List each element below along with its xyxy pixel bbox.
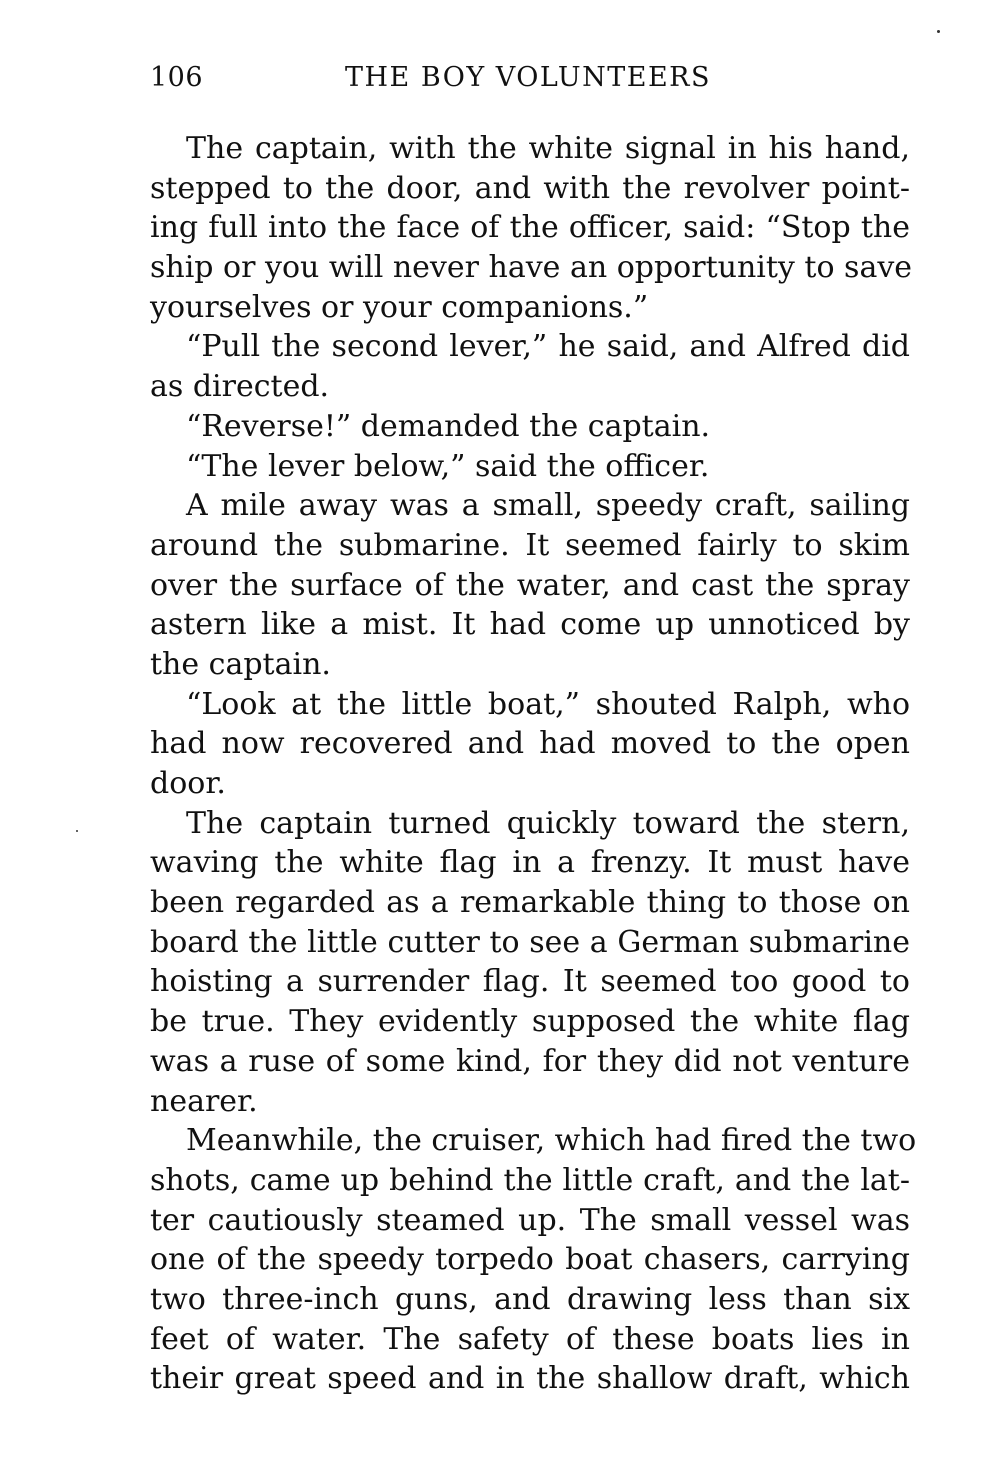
text-line: was a ruse of some kind, for they did not venture xyxy=(150,1043,910,1079)
text-line: one of the speedy torpedo boat chasers, carrying xyxy=(150,1242,910,1278)
running-title: THE BOY VOLUNTEERS xyxy=(345,62,711,93)
text-line: be true. They evidently supposed the white flag xyxy=(150,1004,910,1040)
page-number: 106 xyxy=(150,62,204,93)
text-line: ter cautiously steamed up. The small vessel was xyxy=(150,1202,910,1238)
text-line: the captain. xyxy=(150,646,331,682)
text-line: nearer. xyxy=(150,1083,258,1119)
print-speck xyxy=(76,830,78,832)
text-line: astern like a mist. It had come up unnoticed by xyxy=(150,607,910,643)
text-line: had now recovered and had moved to the open xyxy=(150,726,910,762)
text-line: “Reverse!” demanded the captain. xyxy=(186,408,711,444)
text-line: two three-inch guns, and drawing less than six xyxy=(150,1281,910,1317)
text-line: Meanwhile, the cruiser, which had fired the two xyxy=(186,1123,917,1159)
text-line: “Look at the little boat,” shouted Ralph, who xyxy=(186,686,910,722)
text-line: yourselves or your companions.” xyxy=(150,289,649,325)
text-line: as directed. xyxy=(150,369,330,405)
text-line: board the little cutter to see a German submarine xyxy=(150,924,910,960)
text-line: stepped to the door, and with the revolver point- xyxy=(150,170,910,206)
text-line: around the submarine. It seemed fairly to skim xyxy=(150,527,910,563)
body-text xyxy=(150,129,917,1399)
text-line: their great speed and in the shallow draft, which xyxy=(150,1361,910,1397)
text-line: feet of water. The safety of these boats lies in xyxy=(150,1321,910,1357)
text-line: ing full into the face of the officer, said: “Stop the xyxy=(150,210,910,246)
page-header xyxy=(150,62,910,102)
text-line: door. xyxy=(150,766,226,801)
text-line: shots, came up behind the little craft, and the lat- xyxy=(150,1162,910,1198)
text-line: waving the white flag in a frenzy. It must have xyxy=(150,845,910,881)
text-line: “The lever below,” said the officer. xyxy=(186,448,710,484)
print-speck xyxy=(937,30,940,33)
text-line: A mile away was a small, speedy craft, sailing xyxy=(186,488,910,524)
text-line: ship or you will never have an opportunity to save xyxy=(150,250,913,286)
text-line: over the surface of the water, and cast the spray xyxy=(150,567,910,603)
text-line: The captain, with the white signal in his hand, xyxy=(186,131,910,166)
text-line: The captain turned quickly toward the stern, xyxy=(186,805,910,841)
text-line: hoisting a surrender flag. It seemed too good to xyxy=(150,964,910,1000)
text-line: “Pull the second lever,” he said, and Alfred did xyxy=(186,329,910,365)
text-line: been regarded as a remarkable thing to those on xyxy=(150,885,910,921)
